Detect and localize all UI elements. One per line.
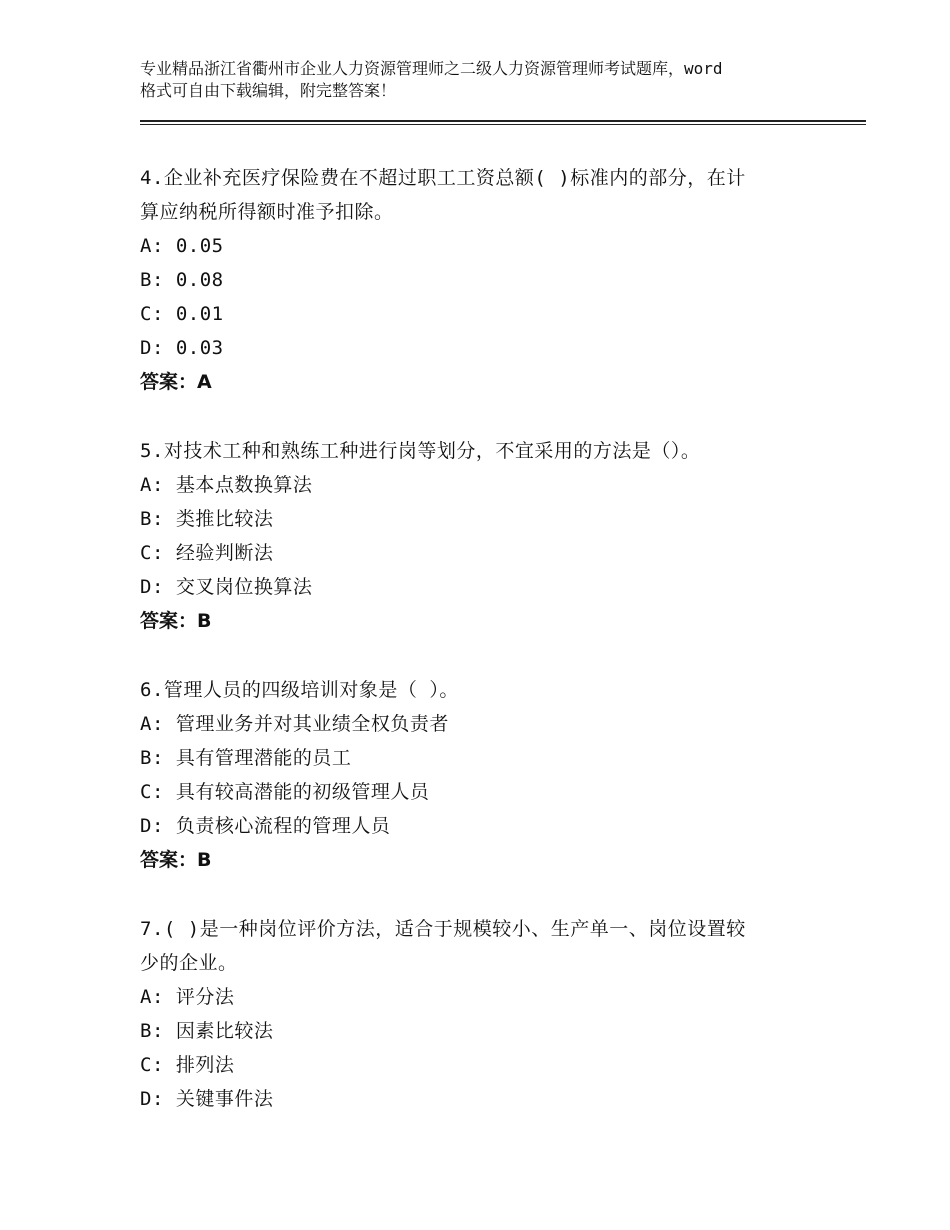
option-d: D: 交叉岗位换算法 (140, 576, 313, 598)
option-d: D: 0.03 (140, 337, 224, 359)
answer: 答案：B (140, 849, 212, 871)
option-a: A: 管理业务并对其业绩全权负责者 (140, 713, 449, 735)
option-a: A: 基本点数换算法 (140, 474, 313, 496)
option-c: C: 具有较高潜能的初级管理人员 (140, 781, 430, 803)
question-5 (140, 434, 820, 638)
header-divider (140, 120, 866, 125)
question-text-line-1: 5.对技术工种和熟练工种进行岗等划分，不宜采用的方法是（）。 (140, 440, 701, 462)
option-c: C: 排列法 (140, 1054, 235, 1076)
option-d: D: 负责核心流程的管理人员 (140, 815, 391, 837)
option-b: B: 具有管理潜能的员工 (140, 747, 352, 769)
option-a: A: 评分法 (140, 986, 235, 1008)
answer: 答案：A (140, 371, 212, 393)
document-header (140, 58, 840, 102)
option-b: B: 0.08 (140, 269, 224, 291)
option-b: B: 因素比较法 (140, 1020, 274, 1042)
option-c: C: 0.01 (140, 303, 224, 325)
header-title-line-1: 专业精品浙江省衢州市企业人力资源管理师之二级人力资源管理师考试题库，word (140, 59, 723, 78)
answer: 答案：B (140, 610, 212, 632)
question-text-line-2: 算应纳税所得额时准予扣除。 (140, 201, 394, 223)
option-d: D: 关键事件法 (140, 1088, 274, 1110)
question-text-line-1: 4.企业补充医疗保险费在不超过职工工资总额( )标准内的部分，在计 (140, 167, 746, 189)
question-text-line-1: 7.( )是一种岗位评价方法，适合于规模较小、生产单一、岗位设置较 (140, 918, 746, 940)
option-b: B: 类推比较法 (140, 508, 274, 530)
question-6 (140, 673, 820, 877)
question-text-line-2: 少的企业。 (140, 952, 238, 974)
question-7 (140, 912, 820, 1116)
question-4 (140, 161, 820, 399)
option-c: C: 经验判断法 (140, 542, 274, 564)
question-text-line-1: 6.管理人员的四级培训对象是（ ）。 (140, 679, 459, 701)
header-title-line-2: 格式可自由下载编辑，附完整答案！ (140, 81, 397, 100)
option-a: A: 0.05 (140, 235, 224, 257)
